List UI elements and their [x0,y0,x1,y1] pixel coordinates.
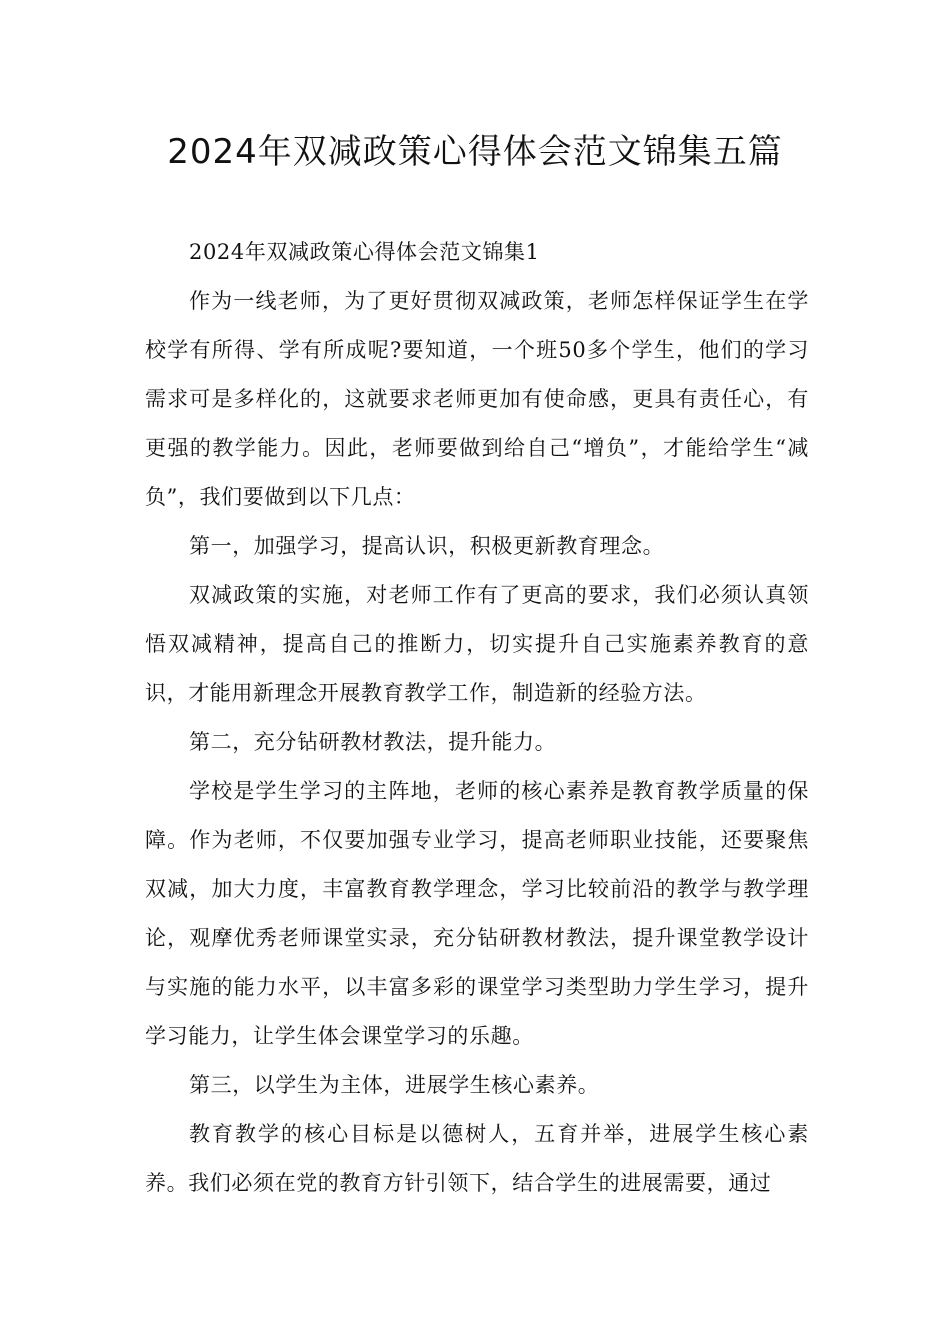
paragraph-point-two-detail: 学校是学生学习的主阵地，老师的核心素养是教育教学质量的保障。作为老师，不仅要加强专业学习，提高老师职业技能，还要聚焦双减，加大力度，丰富教育教学理念，学习比较前沿的教学与教学理论，观摩优秀老师课堂实录，充分钻研教材教法，提升课堂教学设计与实施的能力水平，以丰富多彩的课堂学习类型助力学生学习，提升学习能力，让学生体会课堂学习的乐趣。 [145,779,809,1048]
document-body [145,228,809,1208]
paragraph-point-one: 第一，加强学习，提高认识，积极更新教育理念。 [189,534,665,558]
document-title: 2024年双减政策心得体会范文锦集五篇 [167,132,783,172]
paragraph-point-two: 第二，充分钻研教材教法，提升能力。 [189,730,557,754]
paragraph-subtitle: 2024年双减政策心得体会范文锦集1 [189,240,540,264]
paragraph-intro: 作为一线老师，为了更好贯彻双减政策，老师怎样保证学生在学校学有所得、学有所成呢?要知道，一个班50多个学生，他们的学习需求可是多样化的，这就要求老师更加有使命感，更具有责任心，有更强的教学能力。因此，老师要做到给自己“增负”，才能给学生“减负”，我们要做到以下几点： [145,289,809,509]
paragraph-point-three-detail: 教育教学的核心目标是以德树人，五育并举，进展学生核心素养。我们必须在党的教育方针引领下，结合学生的进展需要，通过 [145,1122,809,1195]
paragraph-point-three: 第三，以学生为主体，进展学生核心素养。 [189,1073,600,1097]
paragraph-point-one-detail: 双减政策的实施，对老师工作有了更高的要求，我们必须认真领悟双减精神，提高自己的推断力，切实提升自己实施素养教育的意识，才能用新理念开展教育教学工作，制造新的经验方法。 [145,583,809,705]
